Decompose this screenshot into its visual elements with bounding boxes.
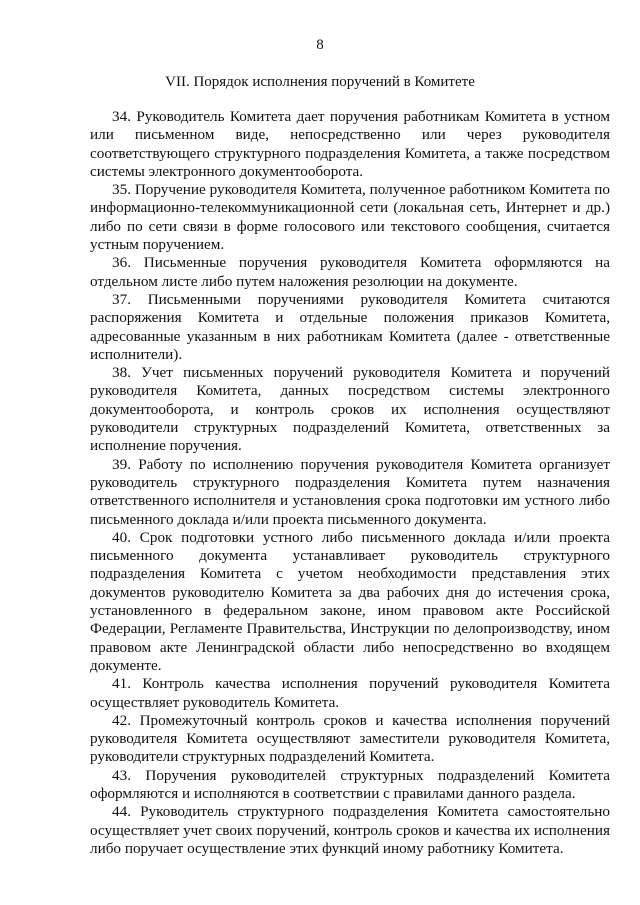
- paragraph-39: 39. Работу по исполнению поручения руководителя Комитета организует руководитель структурного подразделения Комитета путем назначения ответственного исполнителя и установления срока подготовки им устного либо письменного доклада и/или проекта письменного документа.: [90, 455, 610, 528]
- paragraph-44: 44. Руководитель структурного подразделения Комитета самостоятельно осуществляет учет своих поручений, контроль сроков и качества их исполнения либо поручает осуществление этих функций иному работнику Комитета.: [90, 803, 610, 857]
- paragraph-41: 41. Контроль качества исполнения поручений руководителя Комитета осуществляет руководитель Комитета.: [90, 675, 610, 711]
- paragraph-34: 34. Руководитель Комитета дает поручения работникам Комитета в устном или письменном виде, непосредственно или через руководителя соответствующего структурного подразделения Комитета, а также посредством системы электронного документооборота.: [90, 108, 610, 180]
- section-title: VII. Порядок исполнения поручений в Комитете: [165, 74, 475, 90]
- paragraph-35: 35. Поручение руководителя Комитета, полученное работником Комитета по информационно-телекоммуникационной сети (локальная сеть, Интернет и др.) либо по сети связи в форме голосового или текстового сообщения, считается устным поручением.: [90, 181, 610, 254]
- paragraph-42: 42. Промежуточный контроль сроков и качества исполнения поручений руководителя Комитета осуществляют заместители руководителя Комитета, руководители структурных подразделений Комитета.: [90, 711, 610, 766]
- paragraph-36: 36. Письменные поручения руководителя Комитета оформляются на отдельном листе либо путем наложения резолюции на документе.: [90, 254, 610, 290]
- page-number: 8: [316, 37, 324, 53]
- paragraph-40: 40. Срок подготовки устного либо письменного доклада и/или проекта письменного документа устанавливает руководитель структурного подразделения Комитета с учетом необходимости представления этих документов руководителю Комитета за два рабочих дня до истечения срока, установленного в федеральном законе, ином правовом акте Российской Федерации, Регламенте Правительства, Инструкции по делопроизводству, ином правовом акте Ленинградской области либо непосредственно во входящем документе.: [90, 528, 610, 674]
- paragraph-38: 38. Учет письменных поручений руководителя Комитета и поручений руководителя Комитета, данных посредством системы электронного документооборота, и контроль сроков их исполнения осуществляют руководители структурных подразделений Комитета, ответственных за исполнение поручения.: [90, 364, 610, 455]
- document-body: [90, 108, 610, 858]
- paragraph-37: 37. Письменными поручениями руководителя Комитета считаются распоряжения Комитета и отдельные положения приказов Комитета, адресованные указанным в них работникам Комитета (далее - ответственные исполнители).: [90, 290, 610, 363]
- paragraph-43: 43. Поручения руководителей структурных подразделений Комитета оформляются и исполняются в соответствии с правилами данного раздела.: [90, 766, 610, 802]
